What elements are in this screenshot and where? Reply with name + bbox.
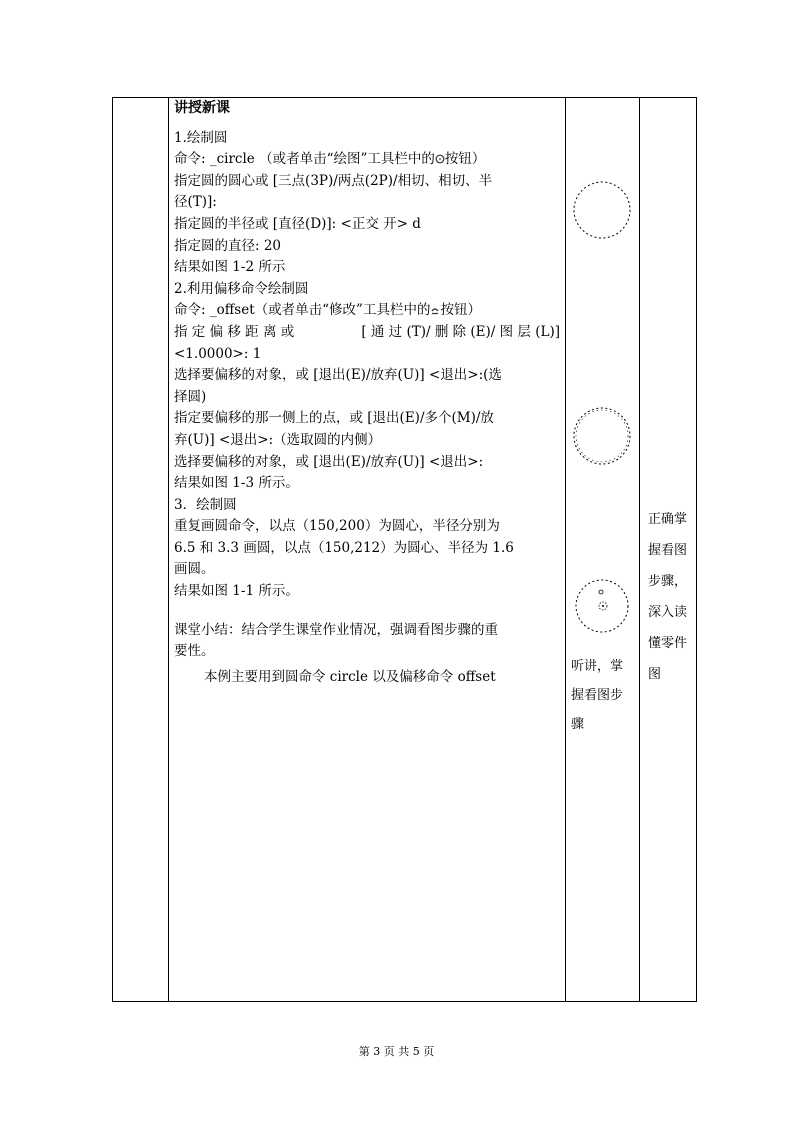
text-line: 6.5 和 3.3 画圆，以点（150,212）为圆心、半径为 1.6	[174, 539, 514, 556]
objective-line: 图	[648, 667, 662, 682]
objective-line: 懂零件	[648, 636, 688, 651]
page-footer: 第 3 页 共 5 页	[358, 1045, 435, 1058]
text-line: 指定圆的半径或 [直径(D)]: <正交 开> d	[174, 215, 421, 232]
figure-1-1-circles	[572, 576, 632, 636]
text-line: 指定圆的直径: 20	[174, 237, 282, 254]
text-line: 择圆)	[174, 388, 207, 405]
lesson-content	[174, 98, 560, 688]
text-line: 选择要偏移的对象，或 [退出(E)/放弃(U)] <退出>:(选	[174, 367, 502, 384]
summary-note: 本例主要用到圆命令 circle 以及偏移命令 offset	[204, 668, 496, 685]
offset-distance-line: 指 定 偏 移 距 离 或 [ 通 过 (T)/ 删 除 (E)/ 图 层 (L)]	[174, 323, 560, 340]
column-divider-1	[168, 97, 169, 1001]
objective-cell	[648, 504, 687, 690]
step-3-title: 3．绘制圆	[174, 496, 237, 513]
figure-1-3-offset-circles	[570, 404, 634, 468]
step-1-title: 1.绘制圆	[174, 129, 228, 146]
student-activity-cell	[571, 652, 623, 739]
spacer	[174, 603, 560, 620]
text-line: 指定圆的圆心或 [三点(3P)/两点(2P)/相切、相切、半	[174, 172, 493, 189]
text-line: 画圆。	[174, 561, 215, 578]
section-heading: 讲授新课	[174, 100, 230, 116]
objective-line: 深入读	[648, 605, 688, 620]
student-activity-line: 握看图步	[571, 688, 624, 703]
text-line: 结果如图 1-2 所示	[174, 259, 286, 276]
objective-line: 步骤，	[648, 574, 688, 589]
column-divider-2	[565, 97, 566, 1001]
objective-line: 正确掌	[648, 512, 688, 527]
circle-command-line: 命令: _circle （或者单击“绘图”工具栏中的 按钮）	[174, 151, 486, 168]
offset-command-line: 命令: _offset（或者单击“修改”工具栏中的 按钮）	[174, 302, 481, 319]
text-line: 选择要偏移的对象，或 [退出(E)/放弃(U)] <退出>:	[174, 453, 484, 470]
text-line: 结果如图 1-1 所示。	[174, 583, 299, 600]
text-line: 径(T)]:	[174, 194, 217, 211]
circle-tool-icon	[435, 154, 445, 164]
summary-line: 要性。	[174, 643, 215, 660]
student-activity-line: 听讲，掌	[571, 659, 624, 674]
text-line: <1.0000>: 1	[174, 345, 262, 362]
column-divider-3	[639, 97, 640, 1001]
text-line: 指定要偏移的那一侧上的点，或 [退出(E)/多个(M)/放	[174, 410, 494, 427]
figure-1-2-circle	[570, 178, 634, 242]
text-line: 重复画圆命令，以点（150,200）为圆心，半径分别为	[174, 518, 500, 535]
text-line: 弃(U)] <退出>:（选取圆的内侧）	[174, 431, 382, 448]
offset-tool-icon	[430, 305, 440, 315]
objective-line: 握看图	[648, 543, 688, 558]
summary-line: 课堂小结：结合学生课堂作业情况，强调看图步骤的重	[174, 621, 498, 638]
step-2-title: 2.利用偏移命令绘制圆	[174, 280, 309, 297]
student-activity-line: 骤	[571, 717, 585, 732]
text-line: 结果如图 1-3 所示。	[174, 475, 299, 492]
